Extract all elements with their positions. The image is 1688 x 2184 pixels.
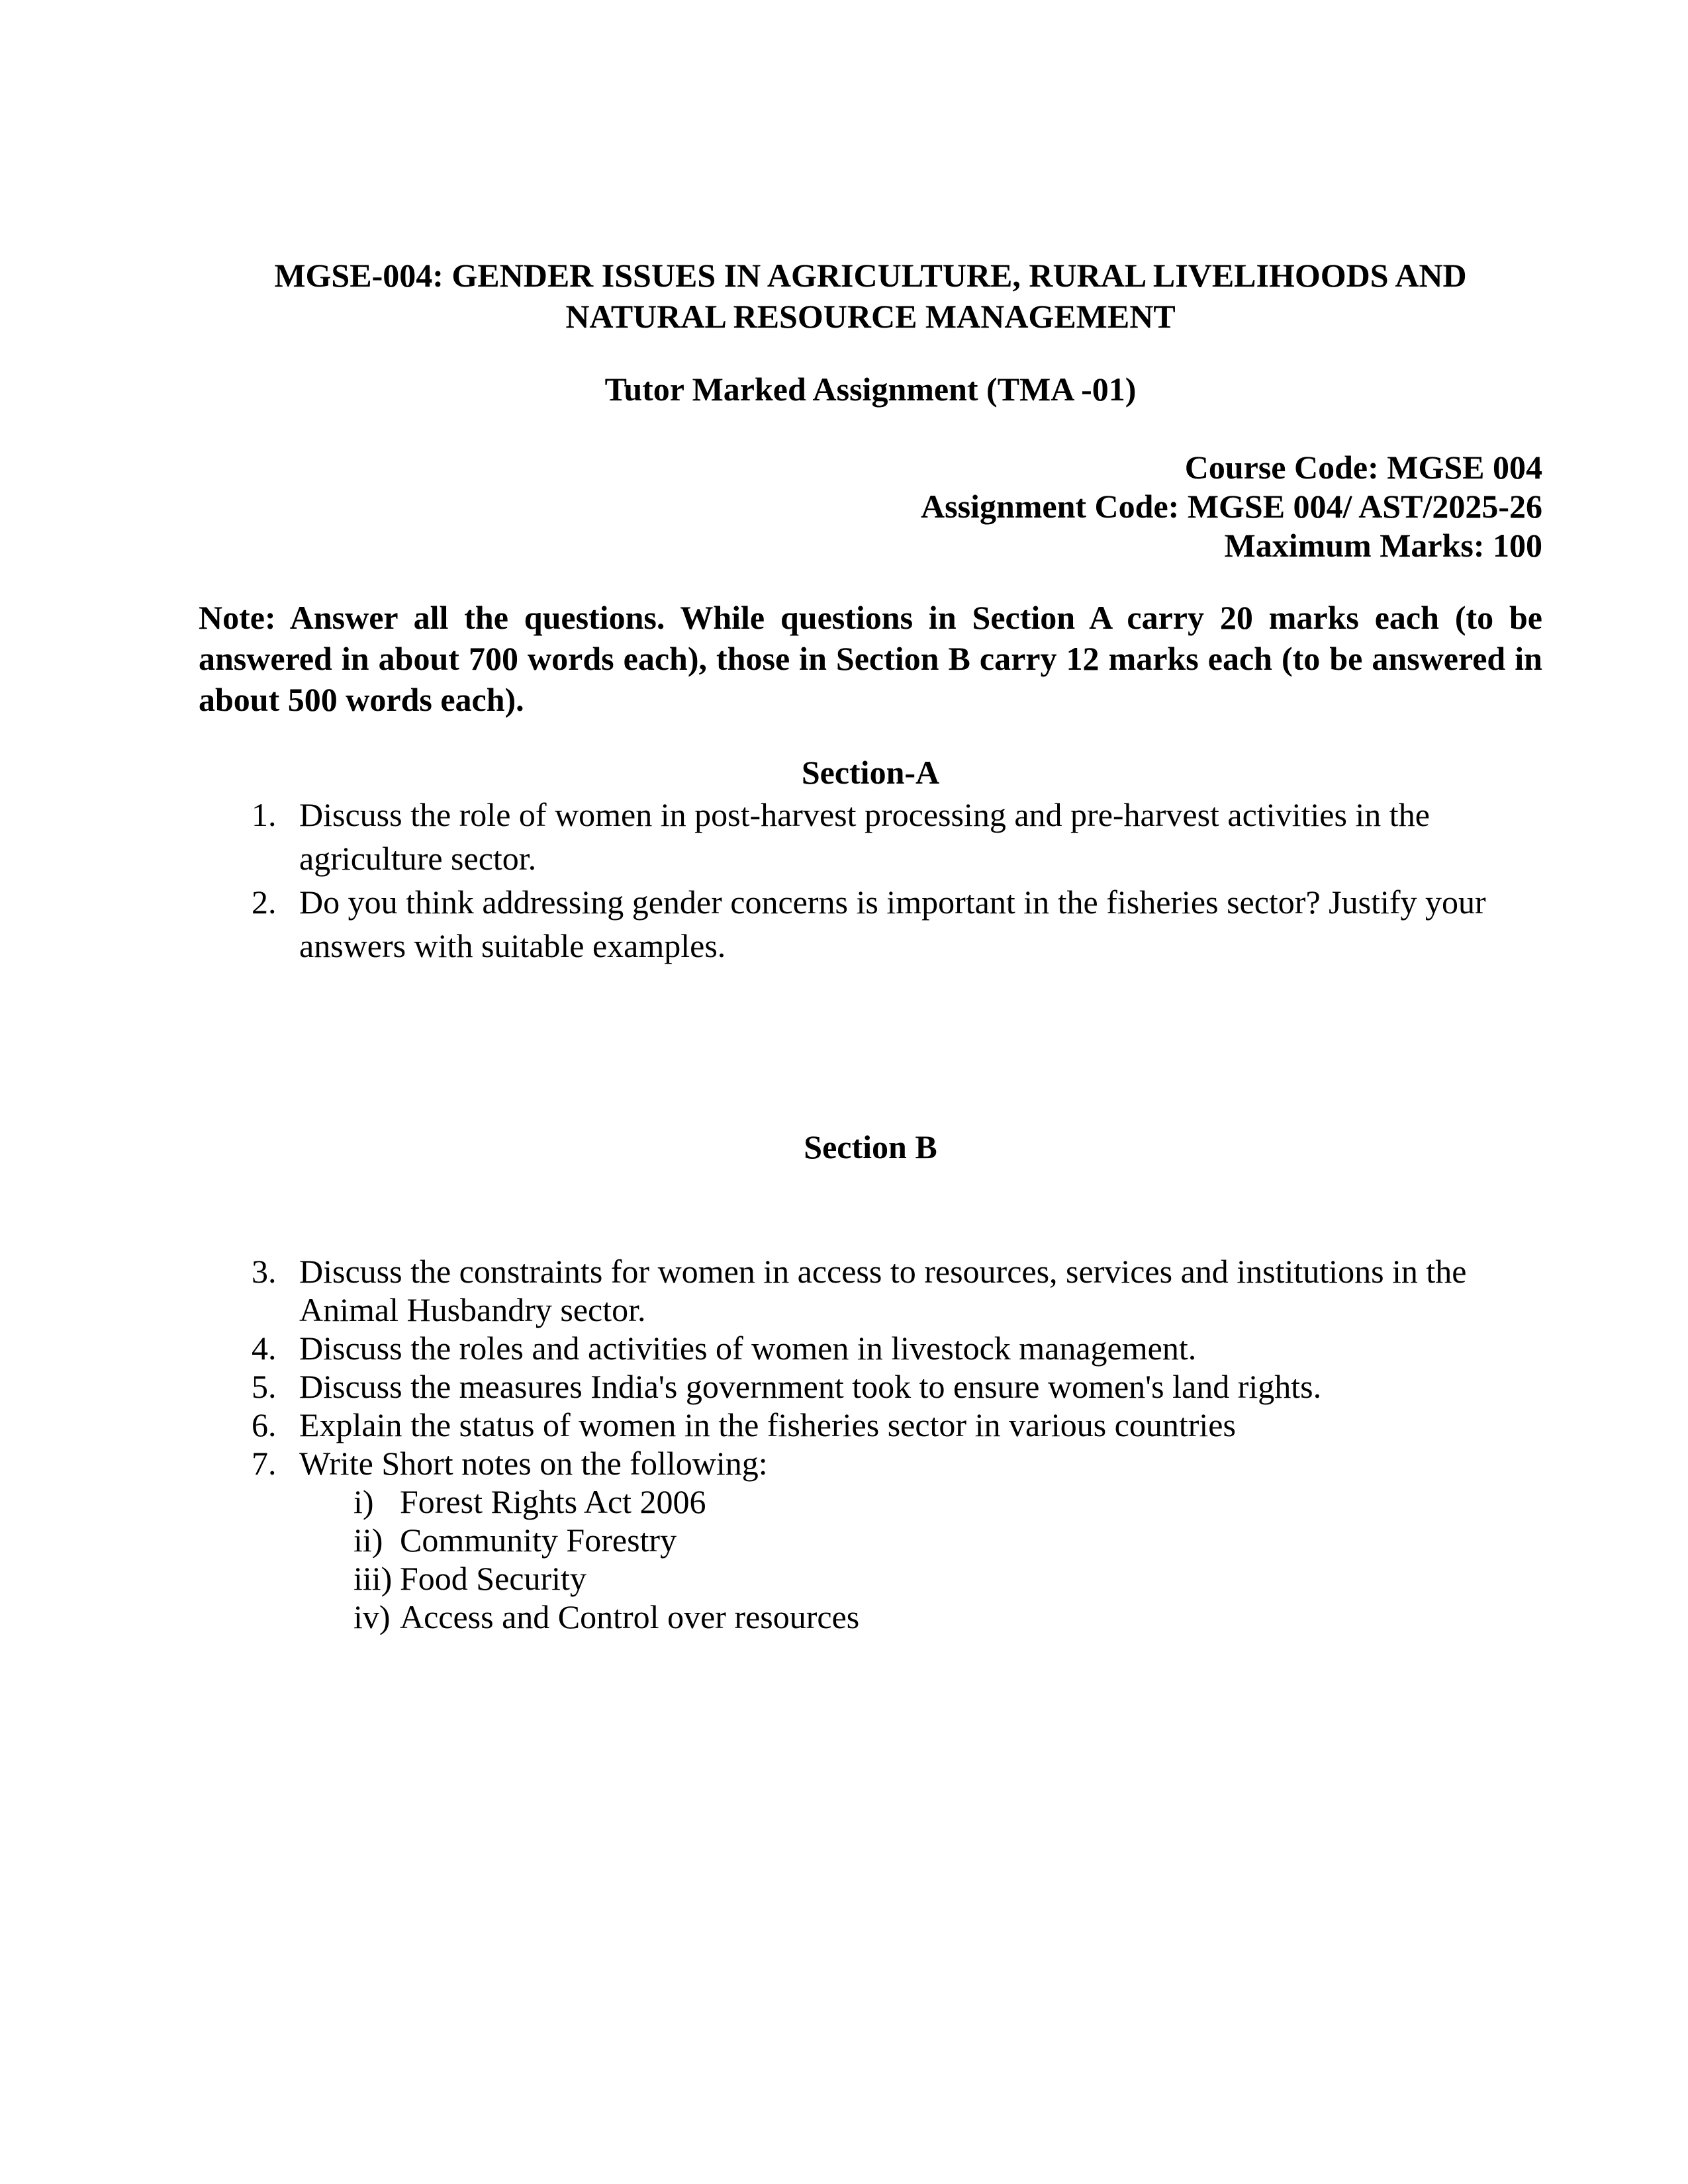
question-7 xyxy=(252,1444,1542,1482)
question-4-text: Discuss the roles and activities of women in livestock management. xyxy=(299,1330,1197,1367)
subquestion-iv-text: Access and Control over resources xyxy=(400,1598,860,1635)
question-1-text: Discuss the role of women in post-harvest processing and pre-harvest activities in the agriculture sector. xyxy=(299,796,1430,877)
question-5-text: Discuss the measures India's government took to ensure women's land rights. xyxy=(299,1368,1322,1405)
question-7-sub-list xyxy=(353,1482,1542,1636)
maximum-marks: Maximum Marks: 100 xyxy=(1224,527,1542,564)
question-3-number: 3. xyxy=(252,1253,277,1290)
question-2-number: 2. xyxy=(252,884,277,921)
subquestion-i xyxy=(353,1482,1542,1521)
section-a-question-list xyxy=(252,793,1542,968)
assignment-code: Assignment Code: MGSE 004/ AST/2025-26 xyxy=(921,488,1542,525)
subquestion-ii-text: Community Forestry xyxy=(400,1522,677,1559)
subquestion-i-text: Forest Rights Act 2006 xyxy=(400,1483,706,1520)
subquestion-iv xyxy=(353,1598,1542,1636)
question-5 xyxy=(252,1367,1542,1406)
question-3-text: Discuss the constraints for women in access to resources, services and institutions in the Animal Husbandry sector. xyxy=(299,1253,1467,1328)
subquestion-i-number: i) xyxy=(353,1483,374,1520)
instructions-note: Note: Answer all the questions. While questions in Section A carry 20 marks each (to be answered in about 700 words each), those in Section B carry 12 marks each (to be answered in about 500 words each). xyxy=(199,599,1542,718)
question-2-text: Do you think addressing gender concerns is important in the fisheries sector? Justify your answers with suitable examples. xyxy=(299,884,1486,964)
section-a-heading: Section-A xyxy=(801,754,940,791)
course-code: Course Code: MGSE 004 xyxy=(1184,449,1542,486)
question-3 xyxy=(252,1252,1542,1329)
question-7-number: 7. xyxy=(252,1445,277,1482)
subquestion-iv-number: iv) xyxy=(353,1598,391,1635)
subquestion-ii-number: ii) xyxy=(353,1522,383,1559)
subquestion-ii xyxy=(353,1521,1542,1559)
question-2 xyxy=(252,880,1542,968)
subquestion-iii-number: iii) xyxy=(353,1560,393,1597)
document-title-line-1: MGSE-004: GENDER ISSUES IN AGRICULTURE, RURAL LIVELIHOODS AND xyxy=(274,257,1467,294)
section-b-question-list xyxy=(252,1252,1542,1636)
subquestion-iii xyxy=(353,1559,1542,1598)
subquestion-iii-text: Food Security xyxy=(400,1560,586,1597)
question-6 xyxy=(252,1406,1542,1444)
page-content xyxy=(199,0,1542,1636)
question-1-number: 1. xyxy=(252,796,277,833)
question-4-number: 4. xyxy=(252,1330,277,1367)
question-4 xyxy=(252,1329,1542,1367)
assignment-meta xyxy=(199,448,1542,565)
question-1 xyxy=(252,793,1542,880)
document-subtitle: Tutor Marked Assignment (TMA -01) xyxy=(604,371,1137,408)
question-6-text: Explain the status of women in the fisheries sector in various countries xyxy=(299,1406,1236,1443)
document-title-line-2: NATURAL RESOURCE MANAGEMENT xyxy=(565,298,1176,335)
question-6-number: 6. xyxy=(252,1406,277,1443)
question-7-text: Write Short notes on the following: xyxy=(299,1445,768,1482)
section-b-heading: Section B xyxy=(804,1128,937,1165)
question-5-number: 5. xyxy=(252,1368,277,1405)
document-title xyxy=(199,0,1542,337)
